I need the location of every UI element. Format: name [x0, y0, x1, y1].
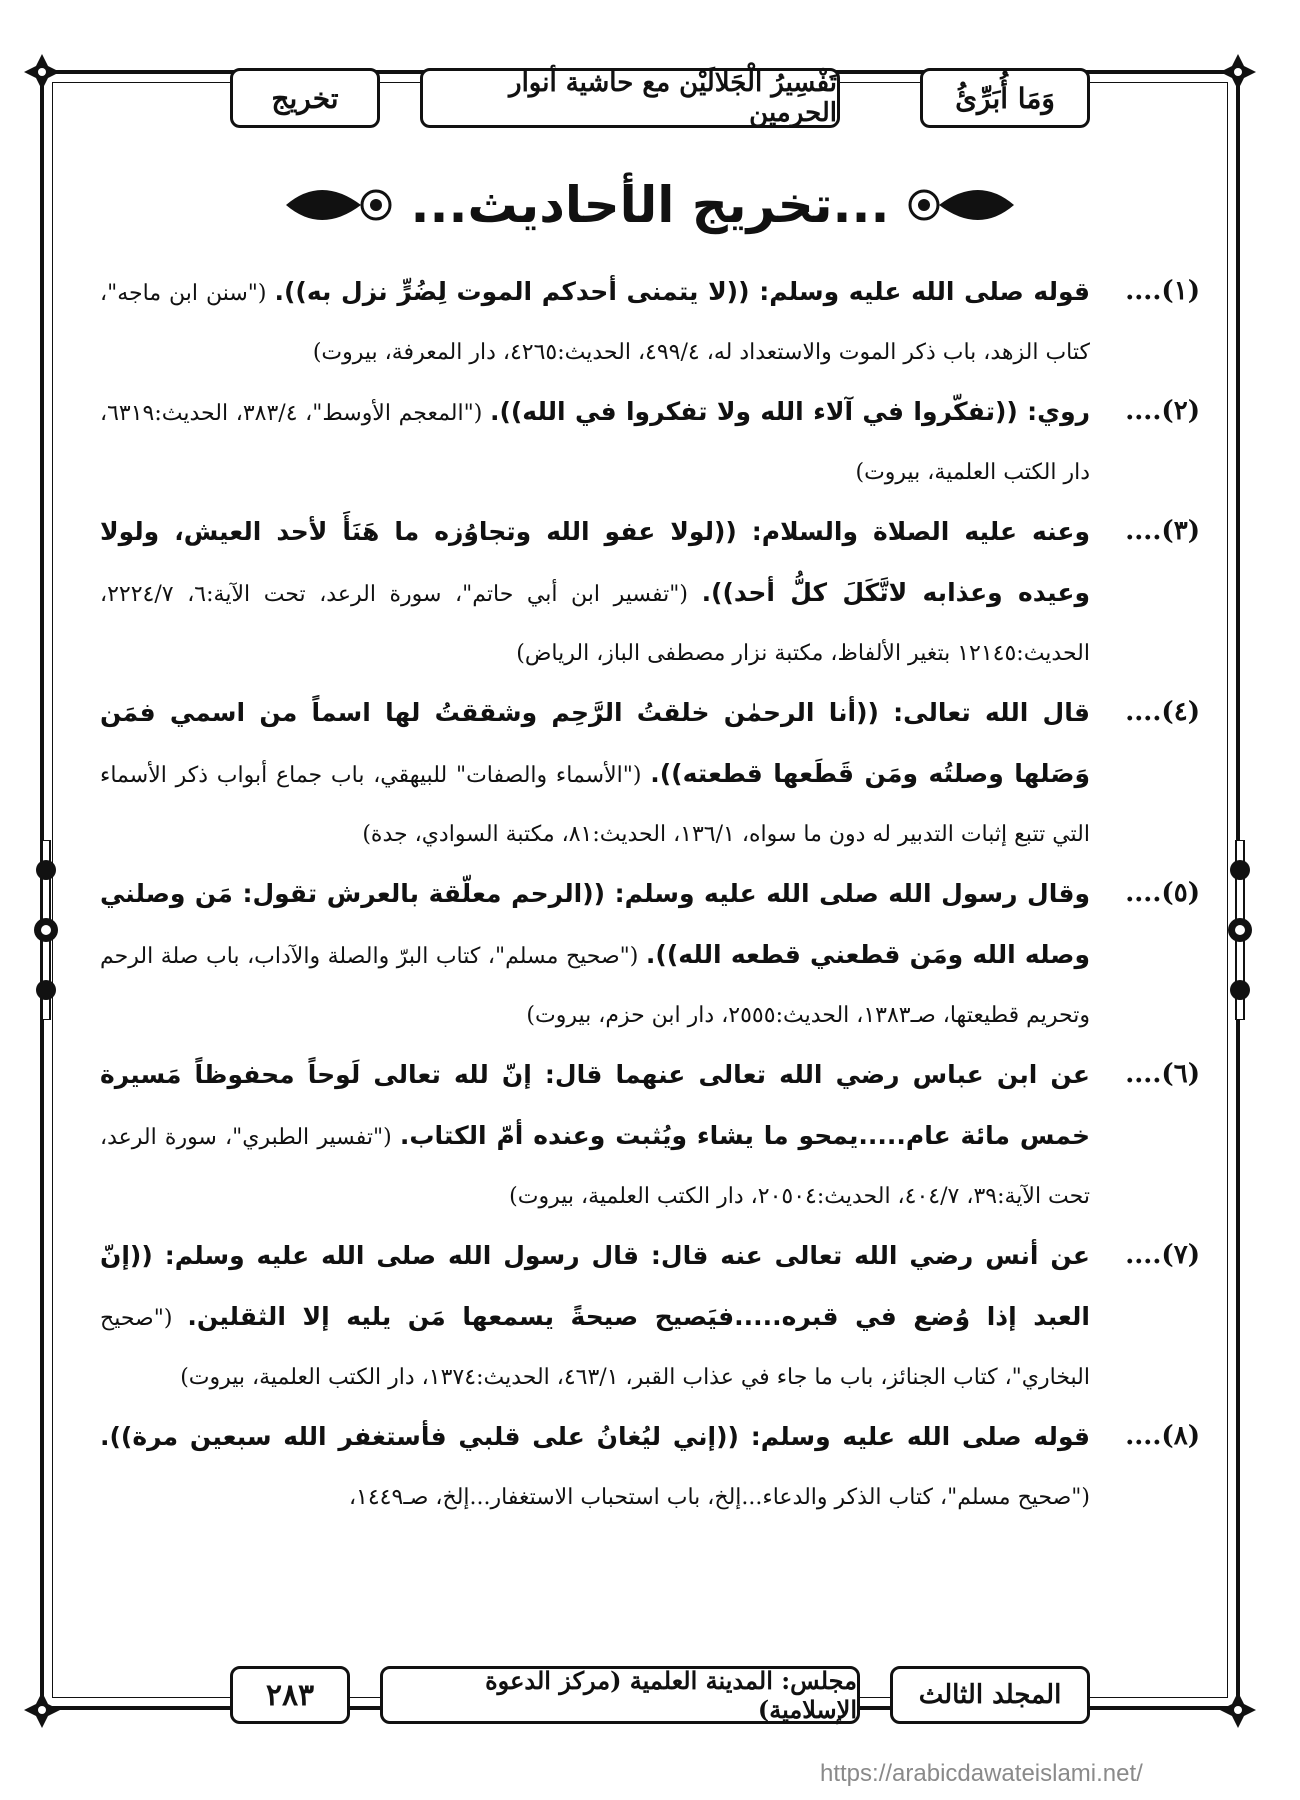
title-ornament-right-icon	[899, 175, 1019, 235]
title-ornament-left-icon	[281, 175, 401, 235]
hadith-text: قوله صلى الله عليه وسلم: ((إني ليُغانُ على قلبي فأستغفر الله سبعين مرة)).	[100, 1422, 1090, 1451]
entry-text	[100, 1226, 1090, 1407]
footer-volume-label: المجلد الثالث	[890, 1666, 1090, 1724]
entry-text	[100, 683, 1090, 864]
corner-ornament-icon	[1218, 1690, 1258, 1730]
hadith-text: عن ابن عباس رضي الله تعالى عنهما قال: إنّ لله تعالى لَوحاً محفوظاً مَسيرة خمس مائة عام.....يمحو ما يشاء ويُثبت وعنده أمّ الكتاب.	[100, 1060, 1090, 1150]
reference-text: ("سنن ابن ماجه"، كتاب الزهد، باب ذكر الموت والاستعداد له، ٤٩٩/٤، الحديث:٤٢٦٥، دار المعرفة، بيروت)	[100, 281, 1090, 365]
page-title: ...تخريج الأحاديث...	[410, 176, 890, 234]
entry-number: (٢)....	[1125, 396, 1200, 426]
reference-text: ("صحيح البخاري"، كتاب الجنائز، باب ما جاء في عذاب القبر، ٤٦٣/١، الحديث:١٣٧٤، دار الكتب العلمية، بيروت)	[100, 1306, 1090, 1390]
header-book-title: تَفْسِيرُ الْجَلالَيْن مع حاشية أنوار الحرمين	[420, 68, 840, 128]
takhrij-entry-5	[100, 864, 1200, 1045]
takhrij-entry-1	[100, 262, 1200, 382]
reference-text: ("تفسير ابن أبي حاتم"، سورة الرعد، تحت الآية:٦، ٢٢٢٤/٧، الحديث:١٢١٤٥ بتغير الألفاظ، مكتبة نزار مصطفى الباز، الرياض)	[100, 582, 1090, 666]
header-surah-label: وَمَا أُبَرِّئُ	[920, 68, 1090, 128]
hadith-text: وقال رسول الله صلى الله عليه وسلم: ((الرحم معلّقة بالعرش تقول: مَن وصلني وصله الله ومَن قطعني قطعه الله)).	[100, 879, 1090, 969]
hadith-text: روي: ((تفكّروا في آلاء الله ولا تفكروا في الله)).	[489, 397, 1091, 426]
takhrij-entry-8	[100, 1407, 1200, 1527]
reference-text: ("صحيح مسلم"، كتاب البرّ والصلة والآداب، باب صلة الرحم وتحريم قطيعتها، صـ١٣٨٣، الحديث:٢٥٥٥، دار ابن حزم، بيروت)	[100, 944, 1090, 1028]
entry-number: (٦)....	[1125, 1059, 1200, 1089]
reference-text: ("المعجم الأوسط"، ٣٨٣/٤، الحديث:٦٣١٩، دار الكتب العلمية، بيروت)	[100, 401, 1090, 485]
entry-text	[100, 502, 1090, 683]
entry-number: (٨)....	[1125, 1421, 1200, 1451]
header-section-label: تخريج	[230, 68, 380, 128]
entry-text	[100, 1045, 1090, 1226]
corner-ornament-icon	[1218, 52, 1258, 92]
takhrij-entry-2	[100, 382, 1200, 502]
takhrij-entry-7	[100, 1226, 1200, 1407]
entry-text	[100, 864, 1090, 1045]
entry-number: (٥)....	[1125, 878, 1200, 908]
side-ornament-icon	[1226, 840, 1254, 1020]
website-url: https://arabicdawateislami.net/	[820, 1760, 1143, 1787]
corner-ornament-icon	[22, 52, 62, 92]
reference-text: ("تفسير الطبري"، سورة الرعد، تحت الآية:٣٩، ٤٠٤/٧، الحديث:٢٠٥٠٤، دار الكتب العلمية، بيروت)	[100, 1125, 1090, 1209]
hadith-text: وعنه عليه الصلاة والسلام: ((لولا عفو الله وتجاوُزه ما هَنَأَ لأحد العيش، ولولا وعيده وعذابه لاتَّكَلَ كلُّ أحد)).	[100, 517, 1091, 607]
entry-text	[100, 382, 1090, 502]
entry-number: (١)....	[1125, 276, 1200, 306]
hadith-text: قوله صلى الله عليه وسلم: ((لا يتمنى أحدكم الموت لِضُرٍّ نزل به)).	[274, 277, 1090, 306]
reference-text: ("الأسماء والصفات" للبيهقي، باب جماع أبواب ذكر الأسماء التي تتبع إثبات التدبير له دون ما سواه، ١٣٦/١، الحديث:٨١، مكتبة السوادي، جدة)	[100, 763, 1090, 847]
footer-publisher: مجلس: المدينة العلمية (مركز الدعوة الإسلامية)	[380, 1666, 860, 1724]
entry-number: (٣)....	[1125, 516, 1200, 546]
entry-text	[100, 1407, 1090, 1527]
hadith-text: قال الله تعالى: ((أنا الرحمٰن خلقتُ الرَّحِم وشققتُ لها اسماً من اسمي فمَن وَصَلها وصلتُه ومَن قَطَعها قطعته)).	[100, 698, 1091, 788]
takhrij-list	[100, 262, 1200, 1597]
takhrij-entry-4	[100, 683, 1200, 864]
page-number: ٢٨٣	[230, 1666, 350, 1724]
page-title-block	[0, 160, 1300, 250]
takhrij-entry-6	[100, 1045, 1200, 1226]
reference-text: ("صحيح مسلم"، كتاب الذكر والدعاء...إلخ، باب استحباب الاستغفار...إلخ، صـ١٤٤٩،	[348, 1485, 1090, 1510]
entry-text	[100, 262, 1090, 382]
takhrij-entry-3	[100, 502, 1200, 683]
corner-ornament-icon	[22, 1690, 62, 1730]
side-ornament-icon	[32, 840, 60, 1020]
hadith-text: عن أنس رضي الله تعالى عنه قال: قال رسول الله صلى الله عليه وسلم: ((إنّ العبد إذا وُضع في قبره.....فيَصيح صيحةً يسمعها مَن يليه إلا الثقلين.	[100, 1241, 1090, 1331]
entry-number: (٤)....	[1125, 697, 1200, 727]
entry-number: (٧)....	[1125, 1240, 1200, 1270]
